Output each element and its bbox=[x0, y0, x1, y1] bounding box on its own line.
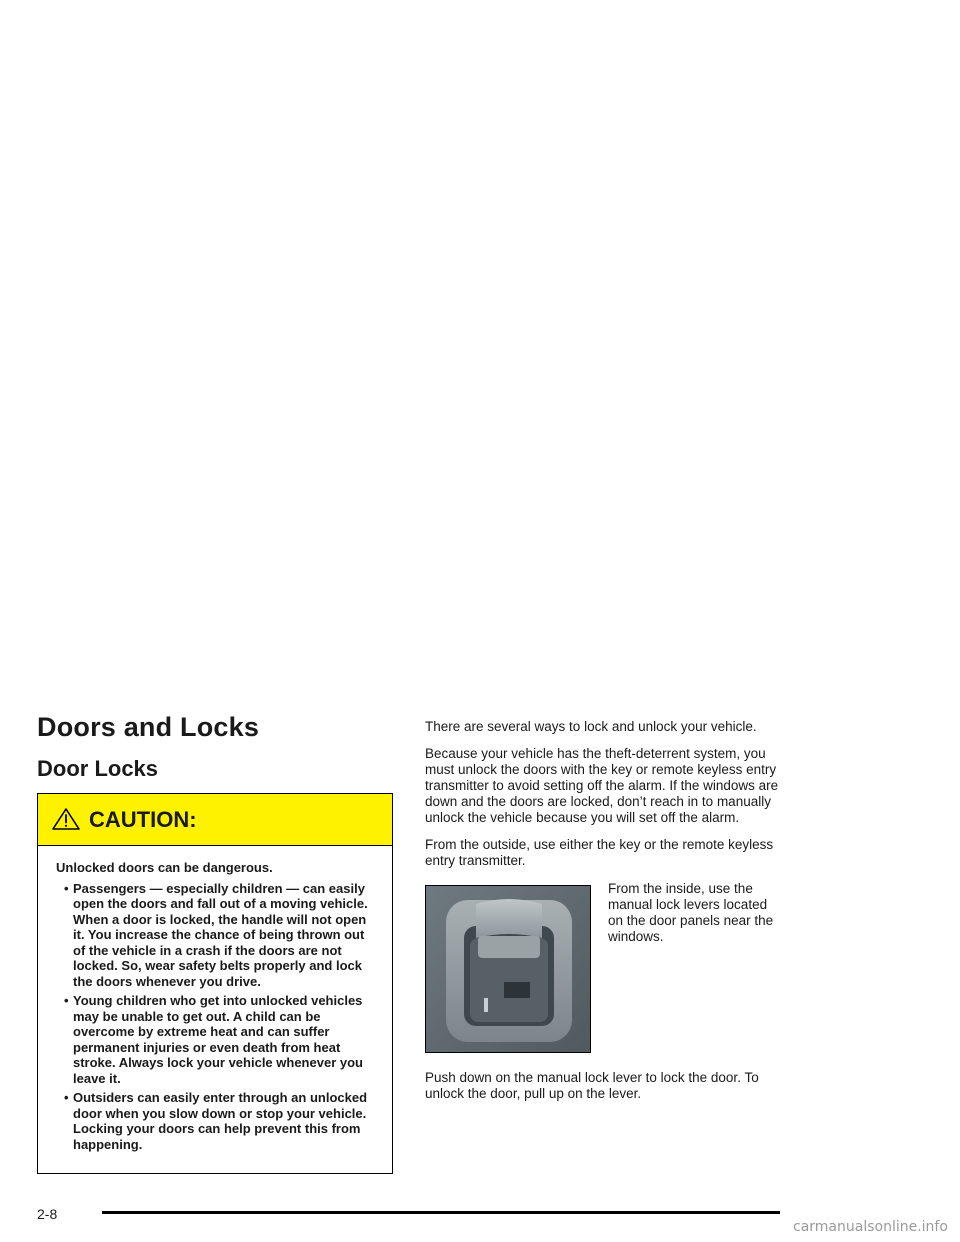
caution-body bbox=[38, 846, 392, 1152]
caution-bullet: • Outsiders can easily enter through an unlocked door when you slow down or stop your vehicle. Locking your doors can help prevent this from happening. bbox=[56, 1090, 374, 1152]
lock-lever-illustration bbox=[426, 886, 591, 1053]
figure-caption: From the inside, use the manual lock levers located on the door panels near the windows. bbox=[608, 881, 774, 944]
manual-lock-lever-photo bbox=[425, 885, 591, 1053]
caution-bullet: • Young children who get into unlocked vehicles may be unable to get out. A child can be overcome by extreme heat and can suffer permanent injuries or even death from heat stroke. Always lock your vehicle whenever you leave it. bbox=[56, 993, 374, 1086]
caution-box bbox=[37, 793, 393, 1174]
watermark: carmanualsonline.info bbox=[793, 1219, 948, 1235]
section-title: Doors and Locks bbox=[37, 712, 260, 742]
warning-triangle-icon bbox=[51, 807, 81, 831]
caution-bullet: • Passengers — especially children — can easily open the doors and fall out of a moving vehicle. When a door is locked, the handle will not open it. You increase the chance of being thrown out of the vehicle in a crash if the doors are not locked. So, wear safety belts properly and lock the doors whenever you drive. bbox=[56, 881, 374, 990]
caution-intro: Unlocked doors can be dangerous. bbox=[56, 860, 273, 875]
body-paragraph: Push down on the manual lock lever to lock the door. To unlock the door, pull up on the lever. bbox=[425, 1070, 759, 1101]
caution-title: CAUTION: bbox=[89, 806, 197, 832]
page-number: 2-8 bbox=[37, 1206, 58, 1222]
right-column bbox=[425, 719, 787, 1113]
subsection-title: Door Locks bbox=[37, 756, 159, 781]
body-paragraph: There are several ways to lock and unlock your vehicle. bbox=[425, 719, 757, 734]
caution-list bbox=[56, 881, 374, 1153]
figure-row bbox=[425, 881, 787, 1055]
caution-header bbox=[38, 794, 392, 846]
body-paragraph: From the outside, use either the key or the remote keyless entry transmitter. bbox=[425, 837, 774, 868]
footer-rule bbox=[102, 1211, 780, 1214]
body-paragraph: Because your vehicle has the theft-deterrent system, you must unlock the doors with the key or remote keyless entry transmitter to avoid setting off the alarm. If the windows are down and the doors are locked, don’t reach in to manually unlock the vehicle because you will set off the alarm. bbox=[425, 746, 779, 825]
